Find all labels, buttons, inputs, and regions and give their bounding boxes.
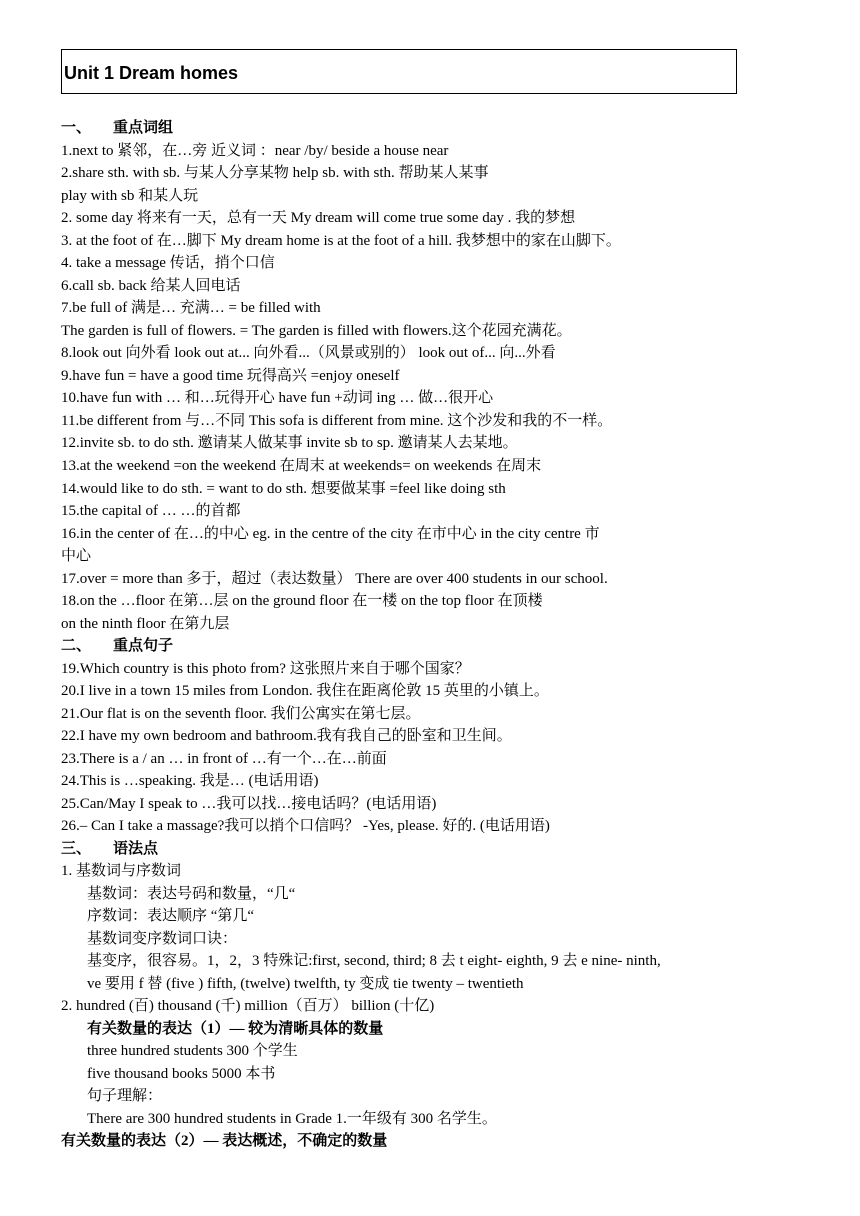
text-line: 21.Our flat is on the seventh floor. 我们公寓实在第七层。 [61,706,421,722]
text-line: 13.at the weekend =on the weekend 在周末 at weekends= on weekends 在周末 [61,458,542,474]
text-line: 19.Which country is this photo from? 这张照片来自于哪个国家？ [61,661,470,677]
text-line: 2. hundred (百) thousand (千) million（百万） billion (十亿) [61,998,435,1014]
text-line: 6.call sb. back 给某人回电话 [61,278,241,294]
text-line: 3. at the foot of 在…脚下 My dream home is at the foot of a hill. 我梦想中的家在山脚下。 [61,233,621,249]
subheading: 有关数量的表达（1）— 较为清晰具体的数量 [87,1021,384,1037]
text-line: 22.I have my own bedroom and bathroom.我有我自己的卧室和卫生间。 [61,728,512,744]
text-line: 14.would like to do sth. = want to do sth. 想要做某事 =feel like doing sth [61,481,506,497]
text-line: 16.in the center of 在…的中心 eg. in the centre of the city 在市中心 in the city centre 市 [61,526,600,542]
text-line: 12.invite sb. to do sth. 邀请某人做某事 invite sb to sp. 邀请某人去某地。 [61,435,518,451]
text-line: 基数词：表达号码和数量，“几“ [87,886,296,902]
text-line: three hundred students 300 个学生 [87,1043,298,1059]
text-line: 18.on the …floor 在第…层 on the ground floor 在一楼 on the top floor 在顶楼 [61,593,543,609]
text-line: 基变序，很容易。1，2，3 特殊记:first, second, third; 8 去 t eight- eighth, 9 去 e nine- ninth, [87,953,661,969]
text-line: 17.over = more than 多于，超过（表达数量） There are over 400 students in our school. [61,571,608,587]
text-line: 10.have fun with … 和…玩得开心 have fun +动词 ing … 做…很开心 [61,390,494,406]
text-line: on the ninth floor 在第九层 [61,616,230,632]
text-line: 20.I live in a town 15 miles from London. 我住在距离伦敦 15 英里的小镇上。 [61,683,549,699]
section-title: 重点词组 [113,120,174,136]
text-line: There are 300 hundred students in Grade 1.一年级有 300 名学生。 [87,1111,497,1127]
text-line: 2. some day 将来有一天，总有一天 My dream will come true some day . 我的梦想 [61,210,576,226]
text-line: 2.share sth. with sb. 与某人分享某物 help sb. with sth. 帮助某人某事 [61,165,489,181]
text-line: 24.This is …speaking. 我是… (电话用语) [61,773,319,789]
section-number: 一、 [61,120,92,136]
text-line: 中心 [61,548,92,564]
text-line: 7.be full of 满是… 充满… = be filled with [61,300,321,316]
text-line: 4. take a message 传话，捎个口信 [61,255,275,271]
text-line: The garden is full of flowers. = The garden is filled with flowers.这个花园充满花。 [61,323,572,339]
text-line: 9.have fun = have a good time 玩得高兴 =enjoy oneself [61,368,400,384]
text-line: 23.There is a / an … in front of …有一个…在…前面 [61,751,387,767]
text-line: 基数词变序数词口诀： [87,931,238,947]
text-line: play with sb 和某人玩 [61,188,199,204]
section-heading-key-phrases [61,118,173,138]
section-heading-grammar [61,839,158,859]
text-line: ve 要用 f 替 (five ) fifth, (twelve) twelfth, ty 变成 tie twenty – twentieth [87,976,524,992]
section-heading-key-sentences [61,636,173,656]
text-line: 1.next to 紧邻，在…旁 近义词 ：near /by/ beside a house near [61,143,449,159]
text-line: 25.Can/May I speak to …我可以找…接电话吗？(电话用语) [61,796,437,812]
text-line: 11.be different from 与…不同 This sofa is different from mine. 这个沙发和我的不一样。 [61,413,613,429]
section-title: 重点句子 [113,638,174,654]
text-line: 26.– Can I take a massage?我可以捎个口信吗？ -Yes, please. 好的. (电话用语) [61,818,550,834]
section-title: 语法点 [113,841,159,857]
text-line: 句子理解： [87,1088,163,1104]
text-line: 15.the capital of … …的首都 [61,503,241,519]
title-box [61,49,737,94]
section-number: 三、 [61,841,92,857]
text-line: five thousand books 5000 本书 [87,1066,276,1082]
page-title: Unit 1 Dream homes [64,63,239,83]
text-line: 序数词：表达顺序 “第几“ [87,908,255,924]
text-line: 1. 基数词与序数词 [61,863,182,879]
section-number: 二、 [61,638,92,654]
text-line: 8.look out 向外看 look out at... 向外看...（风景或别的） look out of... 向...外看 [61,345,556,361]
subheading: 有关数量的表达（2）— 表达概述，不确定的数量 [61,1133,388,1149]
